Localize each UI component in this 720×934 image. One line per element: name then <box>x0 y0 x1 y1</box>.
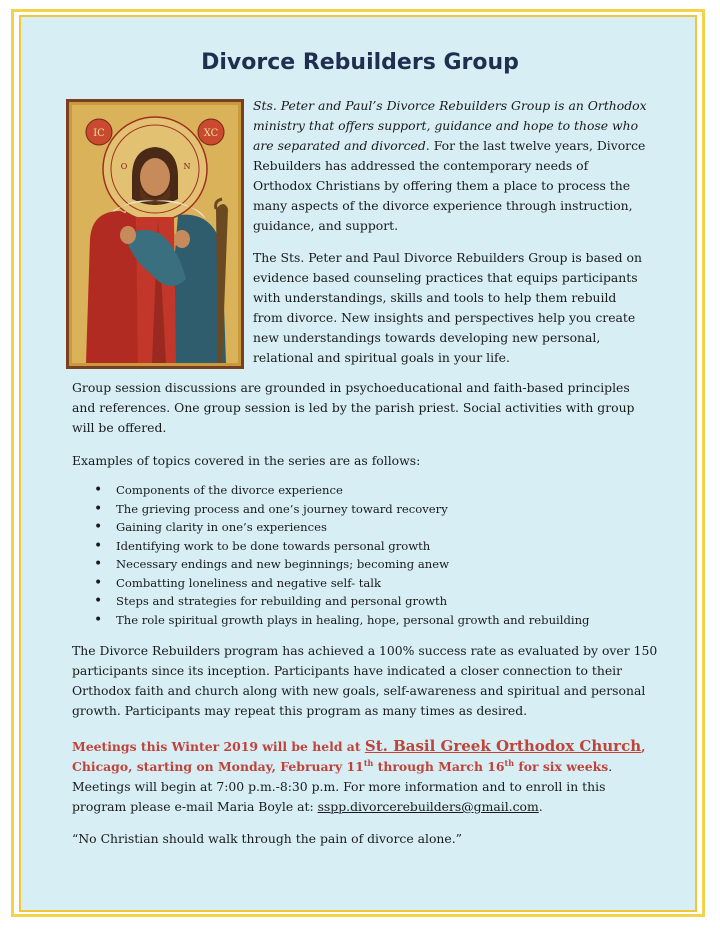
topic-item: • Combatting loneliness and negative self- talk <box>72 574 652 593</box>
meetings-duration: for six weeks <box>514 759 609 774</box>
svg-text:XC: XC <box>203 128 219 139</box>
date-suffix: th <box>363 757 374 768</box>
topic-item: • Necessary endings and new beginnings; becoming anew <box>72 555 652 574</box>
meetings-lead: Meetings this Winter 2019 will be held at <box>72 739 365 754</box>
svg-text:N: N <box>183 162 191 171</box>
topics-intro: Examples of topics covered in the series are as follows: <box>72 453 421 468</box>
meetings-paragraph <box>72 736 658 817</box>
topic-item: • Steps and strategies for rebuilding and personal growth <box>72 592 652 611</box>
meetings-end: . <box>538 799 543 814</box>
topic-item: • The grieving process and one’s journey toward recovery <box>72 500 652 519</box>
topic-item: • Gaining clarity in one’s experiences <box>72 518 652 537</box>
intro-text: For the last twelve years, Divorce Rebuilders has addressed the contemporary needs of Orthodox Christians by offering them a place to process the many aspects of the divorce experience through instruction, guidance, and support. <box>253 138 646 233</box>
date-suffix: th <box>504 757 515 768</box>
meetings-date-end: through March 16 <box>373 759 505 774</box>
group-session-paragraph: Group session discussions are grounded in psychoeducational and faith-based principles and references. One group session is led by the parish priest. Social activities with group will be offered. <box>72 380 635 435</box>
meetings-period: . <box>608 759 613 774</box>
topic-item: • The role spiritual growth plays in healing, hope, personal growth and rebuilding <box>72 611 652 630</box>
counseling-paragraph: The Sts. Peter and Paul Divorce Rebuilders Group is based on evidence based counseling practices that equips participants with understandings, skills and tools to help them rebuild from divorce. New insights and perspectives help you create new understandings towards developing new personal, relational and spiritual goals in your life. <box>253 250 642 365</box>
intro-paragraph <box>253 96 649 236</box>
page-title: Divorce Rebuilders Group <box>201 50 519 75</box>
meetings-time-text: Meetings will begin at 7:00 p.m.-8:30 p.m. For more information and to enroll in this program please e-mail Maria Boyle at: <box>72 779 606 814</box>
church-link[interactable]: St. Basil Greek Orthodox Church <box>364 737 642 755</box>
meetings-comma: , <box>641 739 646 754</box>
email-link[interactable]: sspp.divorcerebuilders@gmail.com <box>317 799 539 814</box>
topic-item: • Components of the divorce experience <box>72 481 652 500</box>
closing-quote: “No Christian should walk through the pain of divorce alone.” <box>72 831 463 846</box>
topic-item: • Identifying work to be done towards personal growth <box>72 537 652 556</box>
topics-list <box>72 481 652 629</box>
svg-text:O: O <box>120 162 128 171</box>
svg-text:IC: IC <box>93 128 105 139</box>
success-paragraph: The Divorce Rebuilders program has achieved a 100% success rate as evaluated by over 150 participants since its inception. Participants have indicated a closer connection to their Orthodox faith and church along with new goals, self-awareness and spiritual and personal growth. Participants may repeat this program as many times as desired. <box>72 643 658 718</box>
intro-italic-text: Sts. Peter and Paul’s Divorce Rebuilders Group is an Orthodox ministry that offers support, guidance and hope to those who are separated and divorced. <box>253 98 647 153</box>
meetings-date-start: Chicago, starting on Monday, February 11 <box>72 759 364 774</box>
good-shepherd-icon-image <box>66 99 244 369</box>
